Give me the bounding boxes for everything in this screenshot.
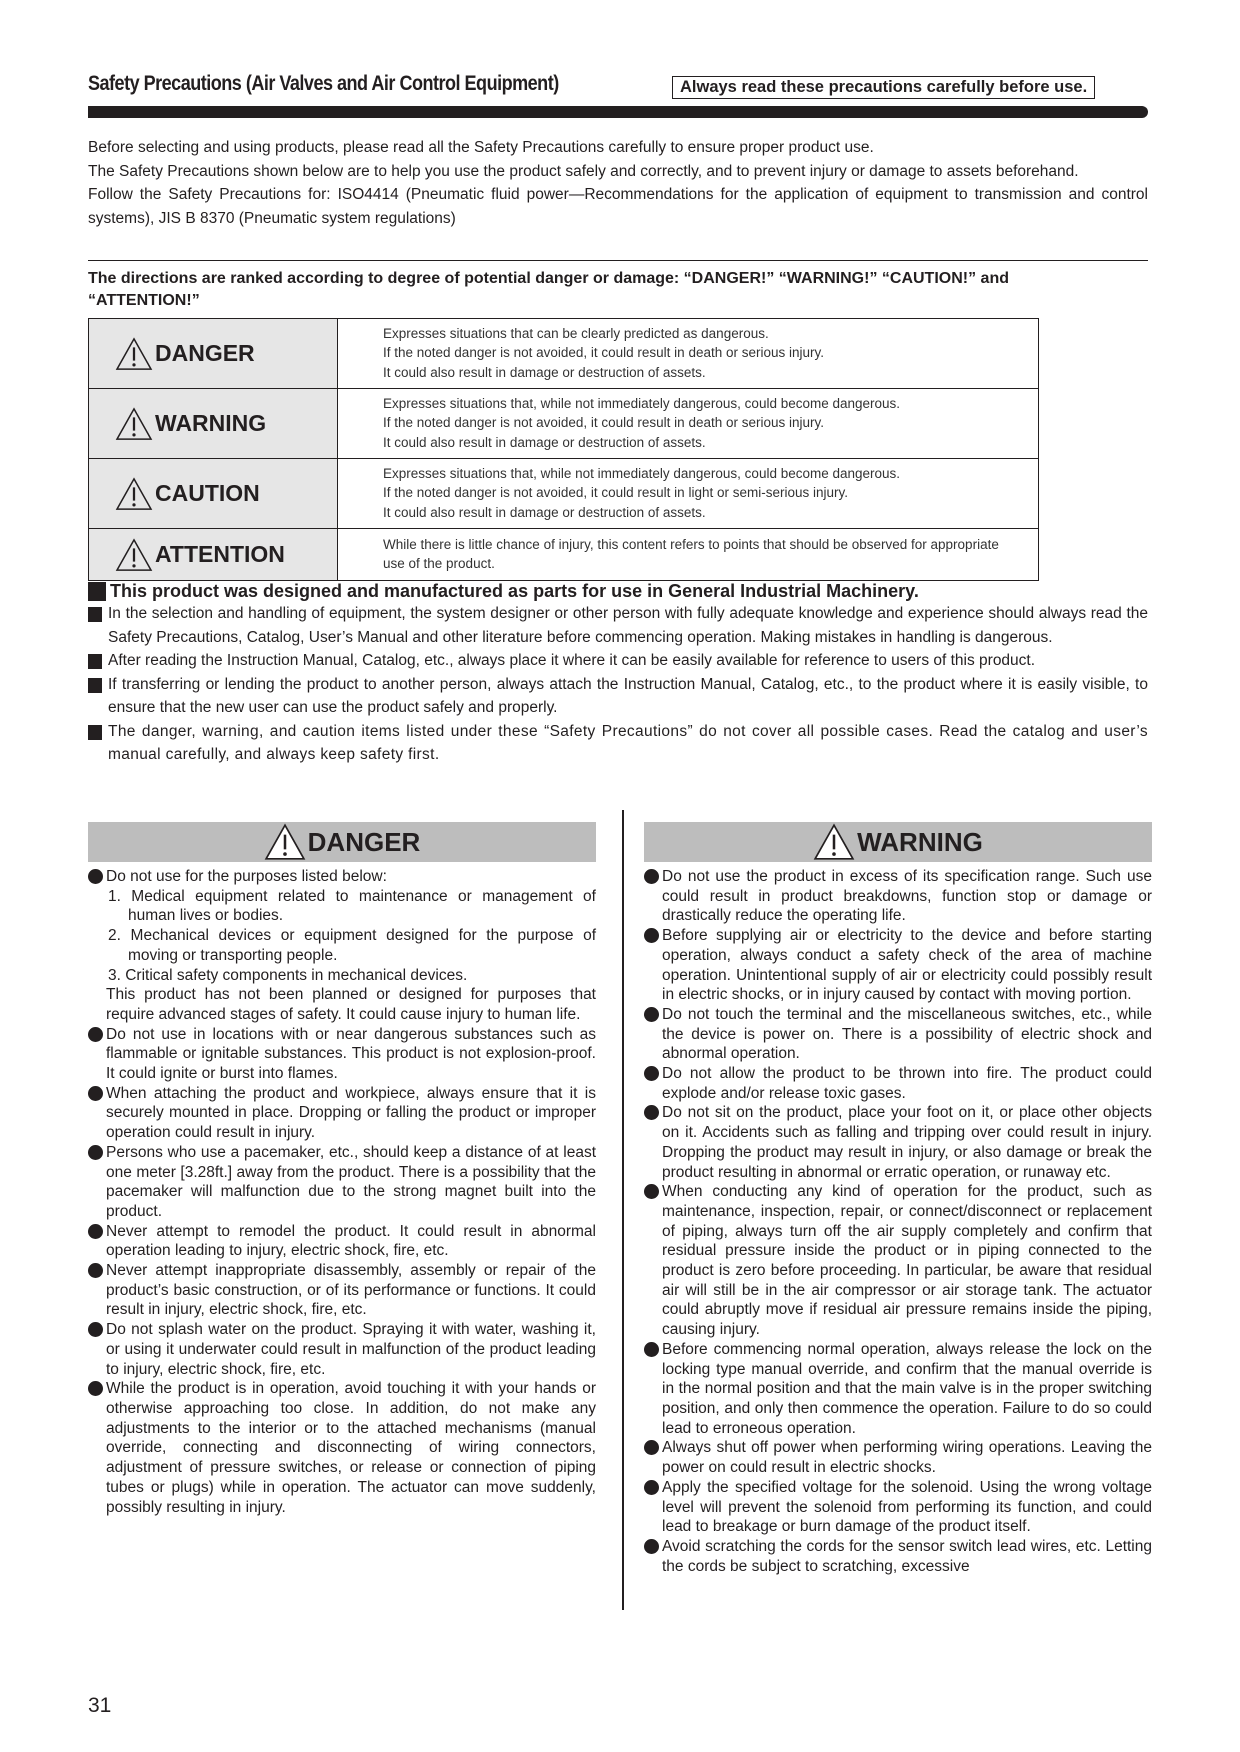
page-header <box>88 70 1148 104</box>
description-line: Expresses situations that, while not immediately dangerous, could become dangerous. <box>383 395 901 411</box>
table-row <box>89 389 1039 459</box>
ranking-heading: The directions are ranked according to degree of potential danger or damage: “DANGER!” “WARNING!” “CAUTION!” and “ATTENTION!” <box>88 270 1009 309</box>
item-text: Do not use in locations with or near dangerous substances such as flammable or ignitable substances. This product is not explosion-proof. It could ignite or burst into flames. <box>106 1025 596 1083</box>
list-item <box>644 1103 1152 1182</box>
danger-column <box>88 822 596 1517</box>
machinery-note <box>88 673 1148 720</box>
list-item <box>644 926 1152 1005</box>
list-item <box>88 1222 596 1261</box>
list-item <box>644 867 1152 926</box>
square-bullet-icon <box>88 654 102 669</box>
list-item <box>644 1340 1152 1439</box>
square-bullet-icon <box>88 607 102 622</box>
intro-paragraph-3: Follow the Safety Precautions for: ISO4414 (Pneumatic fluid power—Recommendations for the application of equipment to transmission and control systems), JIS B 8370 (Pneumatic system regulations) <box>88 186 1148 227</box>
round-bullet-icon <box>88 1381 103 1396</box>
warning-triangle-icon <box>115 477 153 511</box>
list-item <box>88 867 596 1025</box>
list-item <box>88 1379 596 1517</box>
description-line: It could also result in damage or destruction of assets. <box>383 434 706 450</box>
item-text: Persons who use a pacemaker, etc., should keep a distance of at least one meter [3.28ft.] away from the product. There is a possibility that the pacemaker will malfunction due to the strong magnet built into the product. <box>106 1143 596 1220</box>
item-text: This product has not been planned or designed for purposes that require advanced stages of safety. It could cause injury to human life. <box>106 986 596 1023</box>
square-bullet-icon <box>88 582 106 601</box>
round-bullet-icon <box>88 869 103 884</box>
hazard-label: WARNING <box>155 410 267 436</box>
note-text: If transferring or lending the product to another person, always attach the Instruction Manual, Catalog, etc., to the product where it is easily visible, to ensure that the new user can use the product safely and properly. <box>108 675 1148 716</box>
description-line: Expresses situations that, while not immediately dangerous, could become dangerous. <box>383 465 901 481</box>
round-bullet-icon <box>88 1224 103 1239</box>
note-text: The danger, warning, and caution items listed under these “Safety Precautions” do not cover all possible cases. Read the catalog and user’s manual carefully, and always keep safety first. <box>108 722 1148 763</box>
item-text: Never attempt to remodel the product. It could result in abnormal operation leading to injury, electric shock, fire, etc. <box>106 1222 596 1260</box>
round-bullet-icon <box>644 1105 659 1120</box>
hazard-levels-table <box>88 318 1039 581</box>
item-text: Always shut off power when performing wiring operations. Leaving the power on could result in electric shocks. <box>662 1439 1152 1477</box>
danger-section-header <box>88 822 596 862</box>
table-row <box>89 529 1039 581</box>
machinery-note <box>88 720 1148 767</box>
warning-triangle-icon <box>115 538 153 572</box>
round-bullet-icon <box>88 1263 103 1278</box>
item-text: When attaching the product and workpiece, always ensure that it is securely mounted in place. Dropping or falling the product or improper operation could result in injury. <box>106 1084 596 1142</box>
list-item <box>644 1005 1152 1064</box>
square-bullet-icon <box>88 678 102 693</box>
description-line: It could also result in damage or destruction of assets. <box>383 504 706 520</box>
note-text: In the selection and handling of equipment, the system designer or other person with fully adequate knowledge and experience should always read the Safety Precautions, Catalog, User’s Manual and other literature before commencing operation. Making mistakes in handling is dangerous. <box>108 605 1148 646</box>
note-text: After reading the Instruction Manual, Catalog, etc., always place it where it can be easily available for reference to users of this product. <box>108 652 1036 669</box>
list-item <box>644 1438 1152 1477</box>
list-item <box>88 1261 596 1320</box>
warning-column <box>644 822 1152 1576</box>
item-text: Do not use for the purposes listed below: <box>106 868 387 885</box>
purpose-item: 2. Mechanical devices or equipment designed for the purpose of moving or transporting people. <box>108 927 596 964</box>
machinery-heading-text: This product was designed and manufactured as parts for use in General Industrial Machinery. <box>110 581 919 601</box>
item-text: Before supplying air or electricity to the device and before starting operation, always conduct a safety check of the area of machine operation. Unintentional supply of air or electricity could possibly result in electric shocks, or in injury caused by contact with moving portion. <box>662 927 1152 1004</box>
description-line: If the noted danger is not avoided, it could result in light or semi-serious injury. <box>383 485 848 501</box>
page-title: Safety Precautions (Air Valves and Air Control Equipment) <box>88 72 559 95</box>
list-item <box>644 1478 1152 1537</box>
item-text: When conducting any kind of operation for the product, such as maintenance, inspection, repair, or connect/disconnect or replacement of piping, always turn off the air supply completely and confirm that residual pressure inside the product or in piping connected to the product is zero before proceeding. In particular, be aware that residual air will still be in the air compressor or air storage tank. The actuator could abruptly move if residual air pressure remains inside the piping, causing injury. <box>662 1183 1152 1339</box>
table-row <box>89 319 1039 389</box>
round-bullet-icon <box>644 1539 659 1554</box>
purpose-item: 3. Critical safety components in mechanical devices. <box>108 966 468 984</box>
warning-triangle-icon <box>813 823 855 861</box>
item-text: Avoid scratching the cords for the sensor switch lead wires, etc. Letting the cords be subject to scratching, excessive <box>662 1537 1152 1575</box>
description-line: It could also result in damage or destruction of assets. <box>383 364 706 380</box>
intro-paragraph-2: The Safety Precautions shown below are to help you use the product safely and correctly, and to prevent injury or damage to assets beforehand. <box>88 162 1079 180</box>
list-item <box>644 1182 1152 1340</box>
round-bullet-icon <box>644 1066 659 1081</box>
round-bullet-icon <box>644 1184 659 1199</box>
danger-items <box>88 867 596 1517</box>
item-text: While the product is in operation, avoid touching it with your hands or otherwise approaching too close. In addition, do not make any adjustments to the interior or to the attached mechanisms (manual override, connecting and disconnecting of wiring connectors, adjustment of pressure switches, or release or connection of piping tubes or plugs) while in operation. The actuator can move suddenly, possibly resulting in injury. <box>106 1380 596 1516</box>
item-text: Do not splash water on the product. Spraying it with water, washing it, or using it underwater could result in malfunction of the product leading to injury, electric shock, fire, etc. <box>106 1321 596 1378</box>
round-bullet-icon <box>644 928 659 943</box>
hazard-description <box>338 389 1039 459</box>
intro-text <box>88 136 1148 230</box>
item-text: Do not sit on the product, place your foot on it, or place other objects on it. Accidents such as falling and tripping over could result in injury. Dropping the product may result in injury, or also damage or break the product resulting in abnormal or erratic operation, or runaway etc. <box>662 1104 1152 1181</box>
round-bullet-icon <box>644 869 659 884</box>
list-item <box>88 1025 596 1084</box>
hazard-label-cell <box>89 389 338 459</box>
machinery-note <box>88 649 1148 673</box>
hazard-label: DANGER <box>155 340 255 366</box>
table-row <box>89 459 1039 529</box>
round-bullet-icon <box>644 1480 659 1495</box>
hazard-description <box>338 319 1039 389</box>
round-bullet-icon <box>88 1086 103 1101</box>
danger-section-title: DANGER <box>307 826 421 857</box>
warning-section-title: WARNING <box>857 826 983 857</box>
item-text: Never attempt inappropriate disassembly, assembly or repair of the product’s basic construction, or of its performance or functions. It could result in injury, electric shock, fire, etc. <box>106 1262 596 1319</box>
column-divider <box>622 810 624 1610</box>
purpose-item: 1. Medical equipment related to maintenance or management of human lives or bodies. <box>108 887 596 925</box>
list-item <box>88 1320 596 1379</box>
item-text: Do not use the product in excess of its specification range. Such use could result in product breakdowns, function stop or damage or drastically reduce the operating life. <box>662 868 1152 925</box>
square-bullet-icon <box>88 725 102 740</box>
description-line: While there is little chance of injury, this content refers to points that should be observed for appropriate use of the product. <box>383 536 999 571</box>
machinery-note <box>88 602 1148 649</box>
item-text: Do not allow the product to be thrown into fire. The product could explode and/or release toxic gases. <box>662 1065 1152 1102</box>
round-bullet-icon <box>88 1322 103 1337</box>
machinery-heading <box>88 580 1148 602</box>
item-text: Before commencing normal operation, always release the lock on the locking type manual override, and confirm that the manual override is in the normal position and that the main valve is in the proper switching position, and only then commence the operation. Failure to do so could lead to erroneous operation. <box>662 1340 1152 1437</box>
warning-triangle-icon <box>115 407 153 441</box>
warning-triangle-icon <box>115 337 153 371</box>
hazard-label-cell <box>89 319 338 389</box>
hazard-description <box>338 459 1039 529</box>
safety-precautions-page <box>88 70 1152 1575</box>
round-bullet-icon <box>88 1145 103 1160</box>
intro-paragraph-1: Before selecting and using products, please read all the Safety Precautions carefully to ensure proper product use. <box>88 139 874 156</box>
list-item <box>644 1064 1152 1103</box>
machinery-notes <box>88 580 1148 767</box>
hazard-label-cell <box>89 459 338 529</box>
description-line: If the noted danger is not avoided, it could result in death or serious injury. <box>383 345 825 361</box>
round-bullet-icon <box>88 1027 103 1042</box>
round-bullet-icon <box>644 1342 659 1357</box>
header-bar-divider <box>88 106 1148 118</box>
hazard-description <box>338 529 1039 581</box>
description-line: Expresses situations that can be clearly predicted as dangerous. <box>383 325 769 341</box>
list-item <box>88 1084 596 1143</box>
warning-items <box>644 867 1152 1576</box>
warning-triangle-icon <box>264 823 306 861</box>
description-line: If the noted danger is not avoided, it could result in death or serious injury. <box>383 415 825 431</box>
round-bullet-icon <box>644 1440 659 1455</box>
round-bullet-icon <box>644 1007 659 1022</box>
read-carefully-note: Always read these precautions carefully before use. <box>672 76 1095 99</box>
item-text: Apply the specified voltage for the solenoid. Using the wrong voltage level will prevent the solenoid from performing its function, and could lead to breakage or burn damage of the product itself. <box>662 1478 1152 1536</box>
horizontal-divider <box>88 260 1148 261</box>
list-item <box>88 1143 596 1222</box>
hazard-label-cell <box>89 529 338 581</box>
hazard-label: CAUTION <box>155 480 260 506</box>
page-number: 31 <box>88 1694 112 1717</box>
hazard-label: ATTENTION <box>155 541 285 567</box>
list-item <box>644 1537 1152 1576</box>
item-text: Do not touch the terminal and the miscellaneous switches, etc., while the device is power on. There is a possibility of electric shock and abnormal operation. <box>662 1005 1152 1063</box>
warning-section-header <box>644 822 1152 862</box>
